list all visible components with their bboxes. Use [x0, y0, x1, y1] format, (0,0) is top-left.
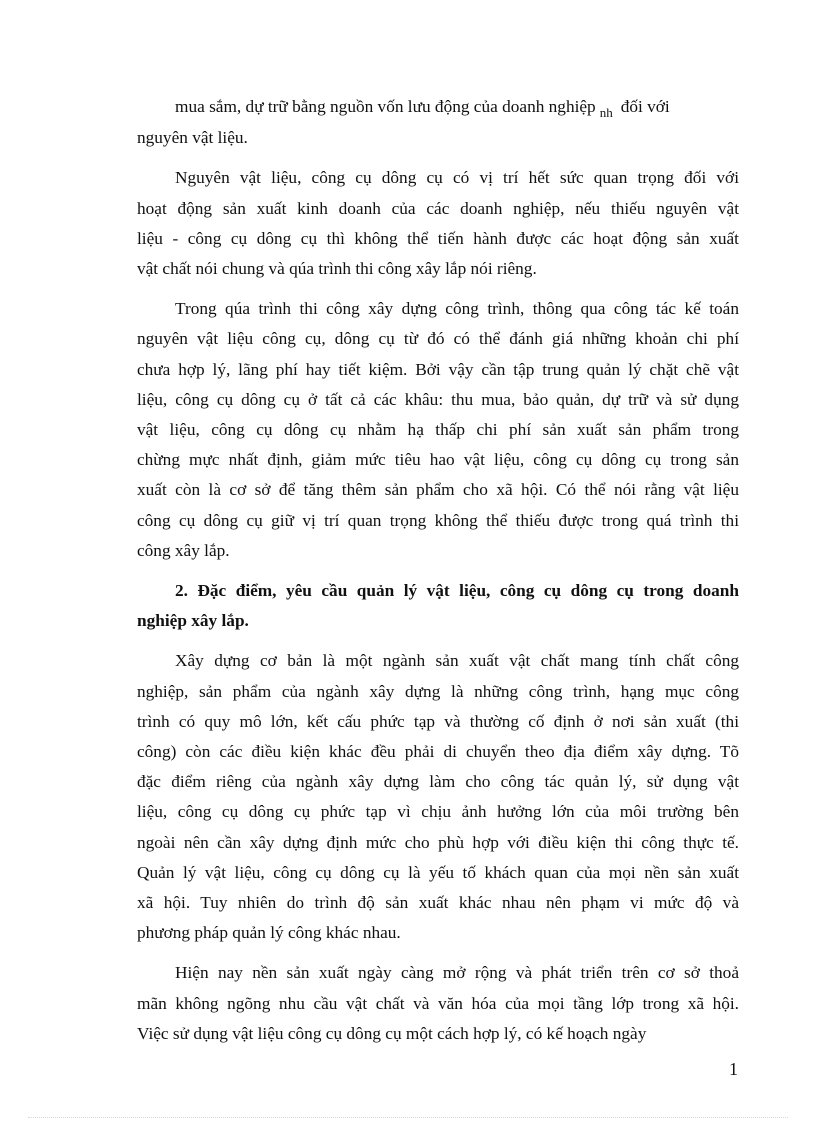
- text-line: xã hội. Tuy nhiên do trình độ sản xuất khác nhau nên phạm vi mức độ và: [137, 893, 739, 913]
- text-line: chừng mực nhất định, giảm mức tiêu hao vật liệu, công cụ dông cụ trong sản: [137, 450, 739, 470]
- text-line-tail: đối với: [620, 97, 670, 116]
- text-line: liệu, công cụ dông cụ phức tạp vì chịu ảnh hưởng lớn của môi trường bên: [137, 802, 739, 822]
- text-line-main: mua sắm, dự trữ bằng nguồn vốn lưu động của doanh nghiệp: [175, 97, 596, 116]
- text-line: 2. Đặc điểm, yêu cầu quản lý vật liệu, công cụ dông cụ trong doanh: [175, 581, 739, 601]
- page-bottom-rule: [28, 1117, 788, 1118]
- text-line: nghiệp xây lắp.: [137, 611, 249, 631]
- text-line: [137, 92, 739, 123]
- text-line: hoạt động sản xuất kinh doanh của các doanh nghiệp, nếu thiếu nguyên vật: [137, 198, 739, 218]
- text-line: nguyên vật liệu.: [137, 128, 248, 148]
- text-line: Xây dựng cơ bản là một ngành sản xuất vật chất mang tính chất công: [175, 651, 739, 671]
- text-line: mãn không ngõng nhu cầu vật chất và văn hóa của mọi tầng lớp trong xã hội.: [137, 993, 739, 1013]
- text-line: liệu, công cụ dông cụ ở tất cả các khâu: thu mua, bảo quản, dự trữ và sử dụng: [137, 389, 739, 409]
- body-text: [137, 92, 739, 1049]
- text-line: Hiện nay nền sản xuất ngày càng mở rộng và phát triển trên cơ sở thoả: [175, 963, 739, 983]
- text-line: liệu - công cụ dông cụ thì không thể tiến hành được các hoạt động sản xuất: [137, 228, 739, 248]
- text-line: Trong qúa trình thi công xây dựng công trình, thông qua công tác kế toán: [175, 299, 739, 319]
- text-line: Nguyên vật liệu, công cụ dông cụ có vị trí hết sức quan trọng đối với: [175, 168, 739, 188]
- page-number: 1: [729, 1059, 738, 1079]
- text-line: công xây lắp.: [137, 540, 230, 560]
- text-line-fragment: nh: [599, 105, 613, 120]
- text-line: Việc sử dụng vật liệu công cụ dông cụ một cách hợp lý, có kế hoạch ngày: [137, 1023, 647, 1043]
- text-line: công cụ dông cụ giữ vị trí quan trọng không thể thiếu được trong quá trình thi: [137, 510, 739, 530]
- text-line: phương pháp quản lý công khác nhau.: [137, 923, 401, 943]
- text-line: công) còn các điều kiện khác đều phải di chuyển theo địa điểm xây dựng. Tõ: [137, 742, 739, 762]
- text-line: đặc điểm riêng của ngành xây dựng làm cho công tác quản lý, sử dụng vật: [137, 772, 739, 792]
- text-line: nghiệp, sản phẩm của ngành xây dựng là những công trình, hạng mục công: [137, 681, 739, 701]
- text-line: xuất còn là cơ sở để tăng thêm sản phẩm cho xã hội. Có thể nói rằng vật liệu: [137, 480, 739, 500]
- text-line: Quản lý vật liệu, công cụ dông cụ là yếu tố khách quan của mọi nền sản xuất: [137, 862, 739, 882]
- text-line: trình có quy mô lớn, kết cấu phức tạp và thường cố định ở nơi sản xuất (thi: [137, 711, 739, 731]
- text-line: nguyên vật liệu công cụ, dông cụ từ đó có thể đánh giá những khoản chi phí: [137, 329, 739, 349]
- text-line: vật liệu, công cụ dông cụ nhằm hạ thấp chi phí sản xuất sản phẩm trong: [137, 420, 739, 440]
- text-line: ngoài nên cần xây dựng định mức cho phù hợp với điều kiện thi công thực tế.: [137, 832, 739, 852]
- text-line: vật chất nói chung và qúa trình thi công xây lắp nói riêng.: [137, 259, 537, 279]
- text-line: chưa hợp lý, lãng phí hay tiết kiệm. Bởi vậy cần tập trung quản lý chặt chẽ vật: [137, 359, 739, 379]
